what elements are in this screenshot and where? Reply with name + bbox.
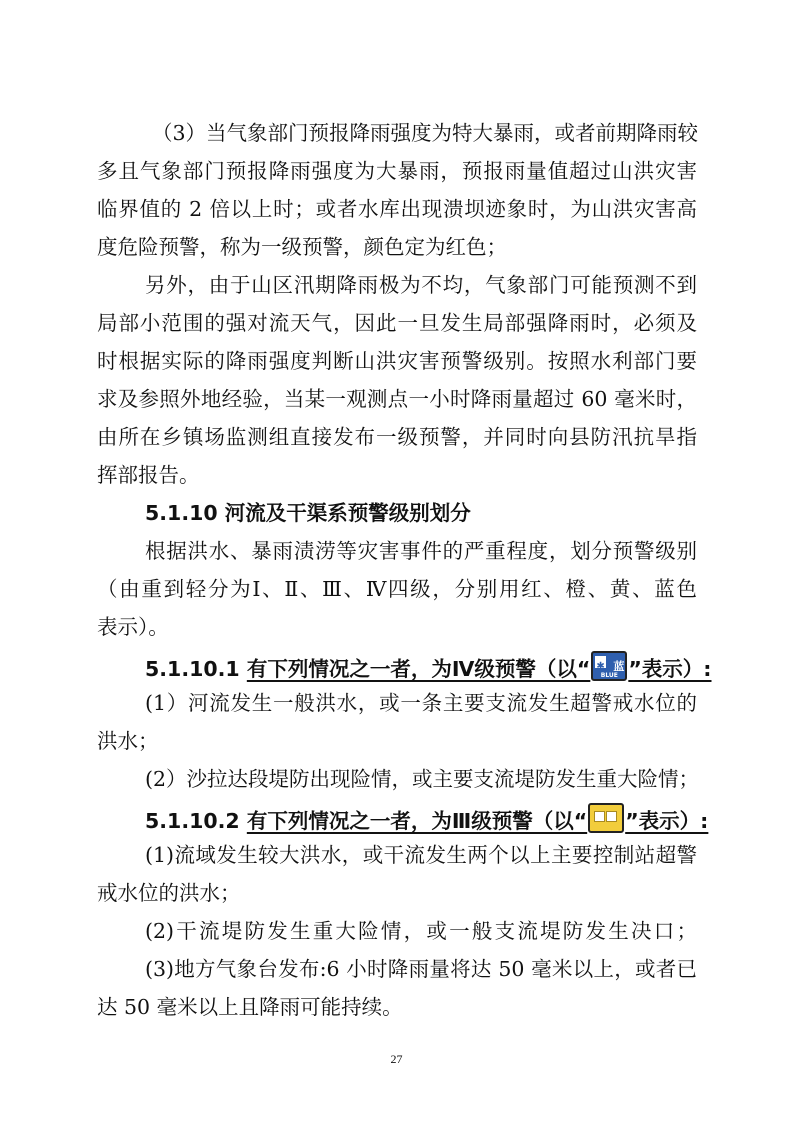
paragraph-line: (2)干流堤防发生重大险情，或一般支流堤防发生决口； [145,919,697,943]
section-heading: 5.1.10 河流及干渠系预警级别划分 [145,501,471,525]
paragraph-line: 由所在乡镇场监测组直接发布一级预警，并同时向县防汛抗旱指 [97,425,697,449]
subsection-title [247,657,712,681]
paragraph-line: (2）沙拉达段堤防出现险情，或主要支流堤防发生重大险情； [145,767,700,791]
paragraph-line: 表示）。 [97,615,169,639]
paragraph-line: (1)流域发生较大洪水，或干流发生两个以上主要控制站超警 [145,843,697,867]
paragraph-line: （3）当气象部门预报降雨强度为特大暴雨，或者前期降雨较 [152,121,699,145]
blue-warning-icon [591,651,627,681]
paragraph-line: 另外，由于山区汛期降雨极为不均，气象部门可能预测不到 [145,273,697,297]
paragraph-line: 洪水； [97,729,159,753]
paragraph-line: 局部小范围的强对流天气，因此一旦发生局部强降雨时，必须及 [97,311,697,335]
subsection-title-text: 有下列情况之一者，为Ⅲ级预警（以“ [246,809,588,833]
snowflake-icon [595,656,606,668]
paragraph-line: 时根据实际的降雨强度判断山洪灾害预警级别。按照水利部门要 [97,349,697,373]
page-number: 27 [390,1052,403,1066]
subsection-heading-level-iii [145,803,708,835]
subsection-number: 5.1.10.2 [145,809,247,833]
subsection-number: 5.1.10.1 [145,657,247,681]
subsection-heading-level-iv [145,651,712,683]
badge-blue-cn: 蓝 [613,660,625,673]
yellow-badge-square-icon [594,811,605,822]
paragraph-line: 度危险预警，称为一级预警，颜色定为红色； [97,235,507,259]
paragraph-line: 挥部报告。 [97,463,200,487]
yellow-badge-square-icon [606,811,617,822]
paragraph-line: (1）河流发生一般洪水，或一条主要支流发生超警戒水位的 [145,691,697,715]
paragraph-line: (3)地方气象台发布:6 小时降雨量将达 50 毫米以上，或者已 [145,957,697,981]
subsection-title-end: ”表示）: [625,809,709,833]
paragraph-line: 临界值的 2 倍以上时；或者水库出现溃坝迹象时，为山洪灾害高 [97,197,697,221]
yellow-warning-icon [588,803,624,833]
badge-blue-en: BLUE [600,672,618,679]
subsection-title-end: ”表示）: [628,657,712,681]
subsection-title [247,809,709,833]
paragraph-line: 多且气象部门预报降雨强度为大暴雨，预报雨量值超过山洪灾害 [97,159,697,183]
paragraph-line: 达 50 毫米以上且降雨可能持续。 [97,995,403,1019]
subsection-title-text: 有下列情况之一者，为Ⅳ级预警（以“ [246,657,591,681]
paragraph-line: 求及参照外地经验，当某一观测点一小时降雨量超过 60 毫米时， [97,387,697,411]
paragraph-line: （由重到轻分为Ⅰ、Ⅱ、Ⅲ、Ⅳ四级，分别用红、橙、黄、蓝色 [97,577,697,601]
paragraph-line: 戒水位的洪水； [97,881,241,905]
paragraph-line: 根据洪水、暴雨渍涝等灾害事件的严重程度，划分预警级别 [145,539,697,563]
